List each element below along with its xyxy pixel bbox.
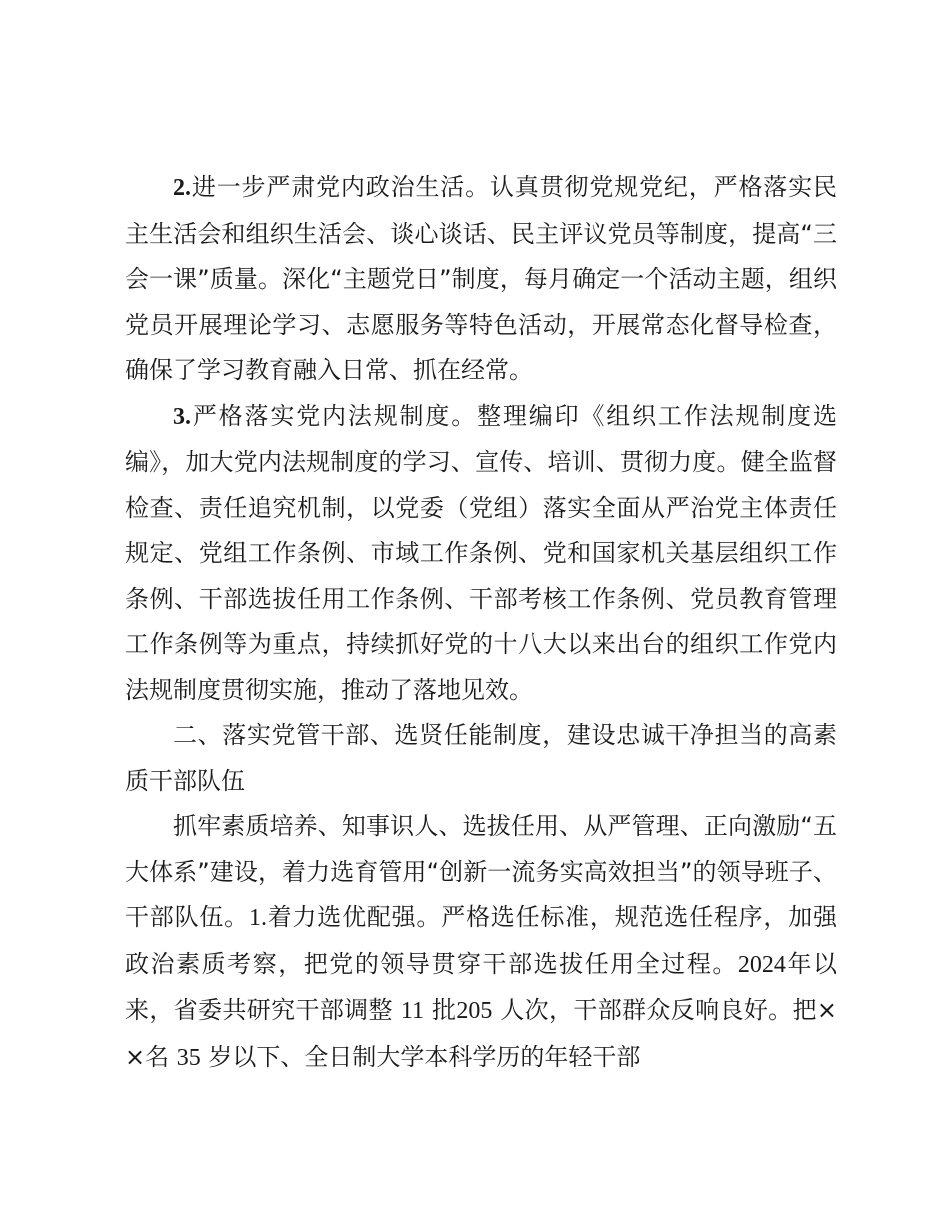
paragraph-body [125,804,837,1081]
item-number: 1. [248,905,267,931]
paragraph-text: 岁以下、全日制大学本科学历的年轻干部 [208,1042,641,1071]
year-number: 2024 [737,951,786,978]
paragraph-text: 严格落实党内法规制度。整理编印《组织工作法规制度选编》，加大党内法规制度的学习、宣传、培训、贯彻力度。健全监督检查、责任追究机制，以党委（党组）落实全面从严治党主体责任规定、党组工作条例、市域工作条例、党和国家机关基层组织工作条例、干部选拔任用工作条例、干部考核工作条例、党员教育管理工作条例等为重点，持续抓好党的十八大以来出台的组织工作党内法规制度贯彻实施，推动了落地见效。 [125,401,837,704]
item-number: 2. [173,175,191,201]
paragraph-item-2 [125,165,837,394]
paragraph-text: 人次，干部群众反响良好。把××名 [125,996,837,1071]
batch-count: 11 [400,998,424,1024]
paragraph-item-3 [125,394,837,714]
paragraph-text: 着力选优配强。严格选任标准，规范选任程序，加强政治素质考察，把党的领导贯穿干部选拔任用全过程。 [125,903,838,978]
paragraph-text: 抓牢素质培养、知事识人、选拔任用、从严管理、正向激励“五大体系”建设，着力选育管用“创新一流务实高效担当”的领导班子、干部队伍。 [125,812,837,931]
item-number: 3. [173,403,191,430]
paragraph-text: 进一步严肃党内政治生活。认真贯彻党规党纪，严格落实民主生活会和组织生活会、谈心谈话、民主评议党员等制度，提高“三会一课”质量。深化“主题党日”制度，每月确定一个活动主题，组织党员开展理论学习、志愿服务等特色活动，开展常态化督导检查，确保了学习教育融入日常、抓在经常。 [125,173,837,384]
section-heading-text: 二、落实党管干部、选贤任能制度，建设忠诚干净担当的高素质干部队伍 [125,721,837,795]
document-body [125,165,837,1081]
person-count: 205 [456,998,493,1024]
age-number: 35 [176,1044,201,1071]
paragraph-text: 年以来，省委共研究干部调整 [125,949,837,1024]
paragraph-text: 批 [431,996,457,1024]
section-heading [125,713,837,804]
